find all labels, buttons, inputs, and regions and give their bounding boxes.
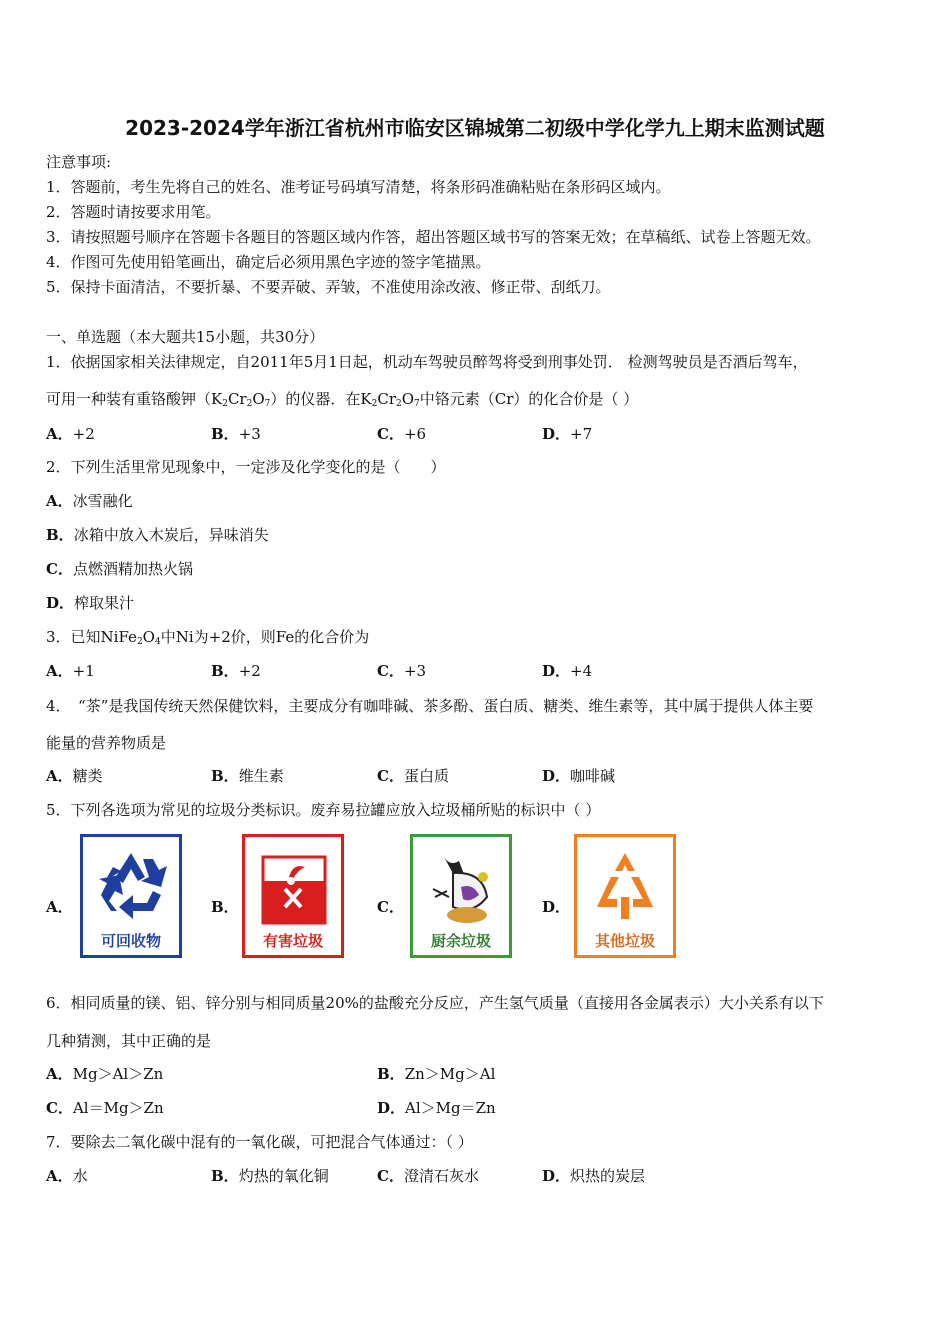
q5-option-b-label[interactable]: B．: [211, 898, 239, 916]
q1-stem-line1: 1．依据国家相关法律规定，自2011年5月1日起，机动车驾驶员醉驾将受到刑事处罚． 检测驾驶员是否酒后驾车，: [46, 353, 808, 371]
q7-option-b[interactable]: B．灼热的氧化铜: [211, 1167, 329, 1185]
q5-option-a[interactable]: [80, 834, 182, 958]
q5-option-d[interactable]: [574, 834, 676, 958]
q6-option-a[interactable]: A．Mg＞Al＞Zn: [46, 1065, 164, 1083]
q4-option-a[interactable]: A．糖类: [46, 767, 103, 785]
q2-stem: 2．下列生活里常见现象中，一定涉及化学变化的是（ ）: [46, 458, 446, 476]
q1-option-b[interactable]: B．+3: [211, 425, 261, 443]
q4-option-c[interactable]: C．蛋白质: [377, 767, 449, 785]
q2-option-b[interactable]: B．冰箱中放入木炭后，异味消失: [46, 526, 269, 544]
q5-option-b[interactable]: [242, 834, 344, 958]
notice-item: 1．答题前，考生先将自己的姓名、准考证号码填写清楚，将条形码准确粘贴在条形码区域内。: [46, 178, 671, 196]
q5-stem: 5．下列各选项为常见的垃圾分类标识。废弃易拉罐应放入垃圾桶所贴的标识中（ ）: [46, 801, 601, 819]
q5-option-c[interactable]: [410, 834, 512, 958]
q7-option-a[interactable]: A．水: [46, 1167, 88, 1185]
notice-item: 4．作图可先使用铅笔画出，确定后必须用黑色字迹的签字笔描黑。: [46, 253, 491, 271]
q3-option-a[interactable]: A．+1: [46, 662, 95, 680]
q1-stem-line2: 可用一种装有重铬酸钾$(K_2Cr_2O_7)$的仪器．在$K_2Cr_2O_7$中铬元素（Cr）的化合价是（ ）: [46, 390, 639, 409]
notice-item: 2．答题时请按要求用笔。: [46, 203, 221, 221]
q3-option-b[interactable]: B．+2: [211, 662, 261, 680]
other-waste-sign: [574, 834, 676, 958]
q2-option-c[interactable]: C．点燃酒精加热火锅: [46, 560, 193, 578]
q6-stem-line1: 6．相同质量的镁、铝、锌分别与相同质量20%的盐酸充分反应，产生氢气质量（直接用各金属表示）大小关系有以下: [46, 994, 824, 1012]
q1-option-c[interactable]: C．+6: [377, 425, 427, 443]
section-heading: 一、单选题（本大题共15小题，共30分）: [46, 328, 325, 346]
q5-option-a-label[interactable]: A．: [46, 898, 73, 916]
q6-option-b[interactable]: B．Zn＞Mg＞Al: [377, 1065, 496, 1083]
q4-option-d[interactable]: D．咖啡碱: [542, 767, 616, 785]
notice-heading: 注意事项:: [46, 153, 112, 171]
q3-option-c[interactable]: C．+3: [377, 662, 427, 680]
food-waste-sign: [410, 834, 512, 958]
q1-option-d[interactable]: D．+7: [542, 425, 593, 443]
q6-option-c[interactable]: C．Al＝Mg＞Zn: [46, 1099, 164, 1117]
sign-label: 可回收物: [100, 932, 161, 950]
q5-option-d-label[interactable]: D．: [542, 898, 571, 916]
notice-item: 3．请按照题号顺序在答题卡各题目的答题区域内作答，超出答题区域书写的答案无效；在草稿纸、试卷上答题无效。: [46, 228, 821, 246]
page-title: 2023-2024学年浙江省杭州市临安区锦城第二初级中学化学九上期末监测试题: [125, 116, 825, 140]
q1-option-a[interactable]: A．+2: [46, 425, 95, 443]
sign-label: 其他垃圾: [594, 932, 655, 950]
q6-stem-line2: 几种猜测，其中正确的是: [46, 1032, 212, 1050]
q4-stem-line2: 能量的营养物质是: [46, 734, 167, 752]
sign-label: 有害垃圾: [262, 932, 323, 950]
notice-item: 5．保持卡面清洁，不要折暴、不要弄破、弄皱，不准使用涂改液、修正带、刮纸刀。: [46, 278, 611, 296]
recyclable-sign: [80, 834, 182, 958]
q7-option-d[interactable]: D．炽热的炭层: [542, 1167, 646, 1185]
q6-option-d[interactable]: D．Al＞Mg＝Zn: [377, 1099, 496, 1117]
q4-stem-line1: 4． “茶”是我国传统天然保健饮料，主要成分有咖啡碱、茶多酚、蛋白质、糖类、维生素等，其中属于提供人体主要: [46, 697, 814, 715]
q2-option-d[interactable]: D．榨取果汁: [46, 594, 135, 612]
q7-stem: 7．要除去二氧化碳中混有的一氧化碳，可把混合气体通过：（ ）: [46, 1133, 473, 1151]
q3-stem: 3．已知$NiFe_2O_4$中Ni为+2价，则Fe的化合价为: [46, 628, 370, 647]
q2-option-a[interactable]: A．冰雪融化: [46, 492, 133, 510]
q5-option-c-label[interactable]: C．: [377, 898, 404, 916]
q7-option-c[interactable]: C．澄清石灰水: [377, 1167, 479, 1185]
sign-label: 厨余垃圾: [430, 932, 491, 950]
hazardous-sign: [242, 834, 344, 958]
q3-option-d[interactable]: D．+4: [542, 662, 593, 680]
q4-option-b[interactable]: B．维生素: [211, 767, 284, 785]
